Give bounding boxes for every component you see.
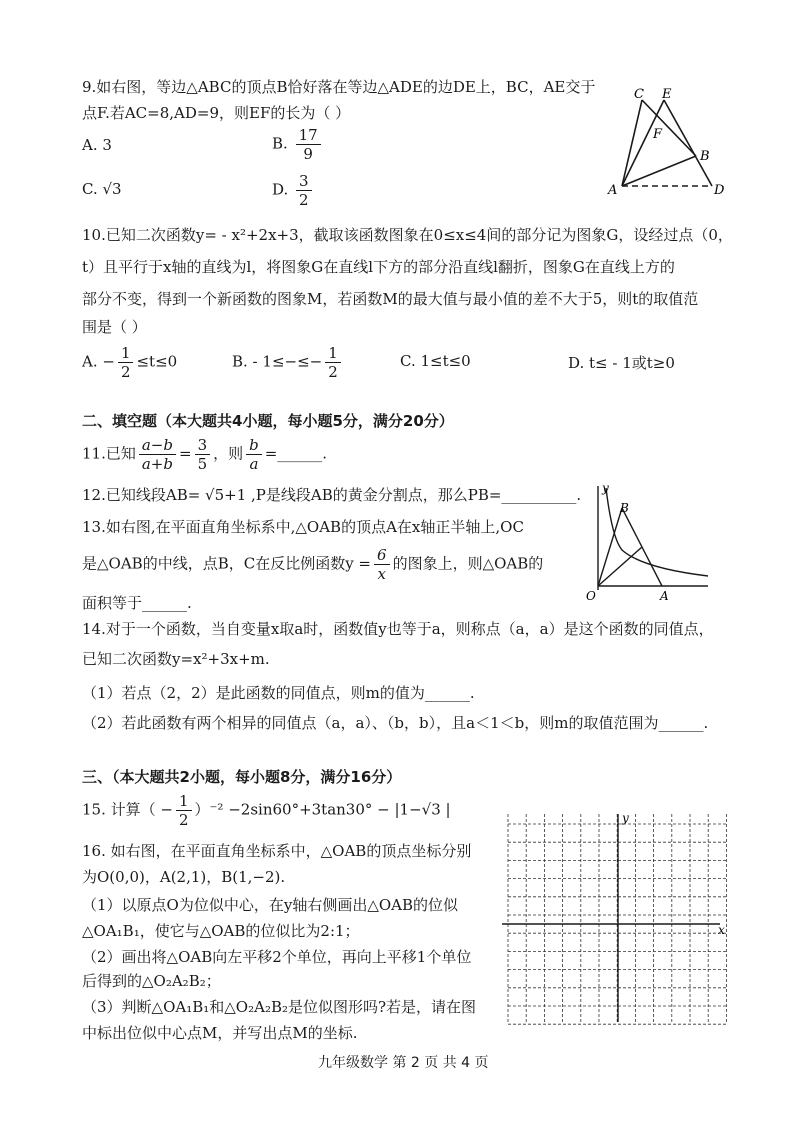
fraction-denominator: a — [249, 455, 259, 473]
q15-line — [82, 792, 451, 829]
q16-line-2: 为O(0,0)，A(2,1)，B(1,−2). — [82, 868, 286, 886]
q9-line-1: 9.如右图，等边△ABC的顶点B恰好落在等边△ADE的边DE上，BC，AE交于 — [82, 78, 596, 96]
q10-option-a — [82, 344, 177, 381]
q12-line: 12.已知线段AB= √5+1 ,P是线段AB的黄金分割点，那么PB=__________. — [82, 486, 582, 504]
section-2-heading: 二、填空题（本大题共4小题，每小题5分，满分20分） — [82, 412, 454, 430]
fraction-denominator: 9 — [303, 145, 313, 163]
fraction-numerator: a−b — [139, 436, 176, 455]
section-3-heading: 三、（本大题共2小题，每小题8分，满分16分） — [82, 768, 402, 786]
segment-ed — [664, 100, 712, 186]
q16-line-3: （1）以原点O为位似中心，在y轴右侧画出△OAB的位似 — [82, 896, 459, 914]
q11-equals: = — [178, 444, 192, 463]
q11-fraction-2 — [195, 436, 211, 473]
q16-line-5: （2）画出将△OAB向左平移2个单位，再向上平移1个单位 — [82, 948, 472, 966]
q9-line-2: 点F.若AC=8,AD=9，则EF的长为（ ） — [82, 104, 351, 122]
q11-fraction-3 — [246, 436, 262, 473]
q13-hyperbola-figure — [582, 478, 712, 603]
q10-option-c: C. 1≤t≤0 — [400, 352, 471, 370]
q9-option-c-value: √3 — [102, 180, 122, 198]
q10-line-1: 10.已知二次函数y= - x²+2x+3，截取该函数图象在0≤x≤4间的部分记为图象G，设经过点（0， — [82, 226, 733, 244]
fraction-denominator: 5 — [197, 455, 208, 473]
q14-line-4: （2）若此函数有两个相异的同值点（a，a）、（b，b），且a＜1＜b，则m的取值范围为______. — [82, 714, 709, 732]
q13-line-2-suffix: 的图象上，则△OAB的 — [392, 554, 544, 573]
q9-option-c-label: C. — [82, 180, 98, 198]
segment-ob — [598, 508, 622, 586]
q10-option-d: D. t≤ - 1或t≥0 — [568, 354, 675, 372]
q15-prefix: 15. 计算（ − — [82, 800, 173, 819]
q9-option-d-fraction — [296, 172, 312, 209]
label-b: B — [700, 149, 710, 164]
q11-line — [82, 436, 327, 473]
q10-option-b — [232, 344, 344, 381]
label-a: A — [660, 589, 669, 603]
q13-line-2 — [82, 546, 543, 583]
q11-suffix: =______. — [264, 444, 328, 463]
q9-option-c — [82, 180, 122, 198]
fraction-numerator: 6 — [374, 546, 390, 565]
label-a: A — [608, 183, 618, 198]
q13-line-2-prefix: 是△OAB的中线，点B，C在反比例函数y = — [82, 554, 372, 573]
fraction-denominator: 2 — [178, 811, 189, 829]
q14-line-3: （1）若点（2，2）是此函数的同值点，则m的值为______. — [82, 684, 475, 702]
q9-option-a: A. 3 — [82, 136, 112, 154]
label-b: B — [620, 501, 629, 515]
fraction-numerator: 1 — [118, 344, 134, 363]
q13-line-3: 面积等于______. — [82, 594, 192, 612]
q10-option-a-suffix: ≤t≤0 — [136, 352, 178, 371]
label-f: F — [653, 127, 663, 142]
fraction-numerator: 1 — [325, 344, 341, 363]
q10-option-b-prefix: B. - 1≤−≤− — [232, 352, 323, 371]
fraction-denominator: 2 — [120, 363, 131, 381]
fraction-denominator: x — [377, 565, 387, 583]
label-c: C — [634, 87, 644, 102]
label-d: D — [714, 183, 725, 198]
q16-coordinate-grid — [498, 808, 734, 1030]
q14-line-2: 已知二次函数y=x²+3x+m. — [82, 650, 270, 668]
q15-suffix: ）⁻² −2sin60°+3tan30° − |1−√3 | — [194, 800, 451, 819]
q16-line-6: 后得到的△O₂A₂B₂； — [82, 972, 221, 990]
q10-option-b-fraction — [325, 344, 341, 381]
q16-line-4: △OA₁B₁，使它与△OAB的位似比为2:1； — [82, 922, 360, 940]
fraction-numerator: b — [246, 436, 262, 455]
label-y: y — [602, 481, 609, 495]
q9-option-b — [272, 126, 324, 163]
fraction-denominator: 2 — [328, 363, 338, 381]
label-o: O — [586, 589, 596, 603]
fraction-numerator: 17 — [296, 126, 321, 145]
q16-line-8: 中标出位似中心点M，并写出点M的坐标. — [82, 1024, 358, 1042]
q14-line-1: 14.对于一个函数，当自变量x取a时，函数值y也等于a，则称点（a，a）是这个函数的同值点， — [82, 620, 714, 638]
fraction-numerator: 1 — [176, 792, 192, 811]
label-y: y — [622, 811, 629, 825]
q11-fraction-1 — [139, 436, 176, 473]
q15-fraction — [176, 792, 192, 829]
q16-line-1: 16. 如右图，在平面直角坐标系中，△OAB的顶点坐标分别 — [82, 842, 472, 860]
q16-line-7: （3）判断△OA₁B₁和△O₂A₂B₂是位似图形吗?若是，请在图 — [82, 998, 477, 1016]
segment-ac — [622, 100, 642, 186]
fraction-denominator: a+b — [141, 455, 173, 473]
segment-ab — [622, 156, 696, 186]
q9-triangle-figure — [600, 82, 740, 202]
label-x: x — [718, 923, 725, 937]
q9-option-d-label: D. — [272, 180, 289, 199]
fraction-numerator: 3 — [296, 172, 312, 191]
q13-fraction — [374, 546, 390, 583]
fraction-denominator: 2 — [299, 191, 309, 209]
q11-prefix: 11.已知 — [82, 444, 136, 463]
q11-middle: ，则 — [213, 444, 244, 463]
page-footer: 九年级数学 第 2 页 共 4 页 — [318, 1055, 489, 1071]
q9-option-b-fraction — [296, 126, 321, 163]
label-e: E — [662, 87, 672, 102]
q10-line-2: t）且平行于x轴的直线为l，将图象G在直线l下方的部分沿直线l翻折，图象G在直线上方的 — [82, 258, 675, 276]
q10-option-a-fraction — [118, 344, 134, 381]
q10-line-3: 部分不变，得到一个新函数的图象M，若函数M的最大值与最小值的差不大于5，则t的取值范 — [82, 290, 699, 308]
q10-line-4: 围是（ ） — [82, 318, 147, 336]
q9-option-d — [272, 172, 315, 209]
segment-ae — [622, 100, 664, 186]
q9-option-b-label: B. — [272, 134, 288, 153]
q10-option-a-prefix: A. − — [82, 352, 115, 371]
fraction-numerator: 3 — [195, 436, 211, 455]
q13-line-1: 13.如右图,在平面直角坐标系中,△OAB的顶点A在x轴正半轴上,OC — [82, 518, 524, 536]
